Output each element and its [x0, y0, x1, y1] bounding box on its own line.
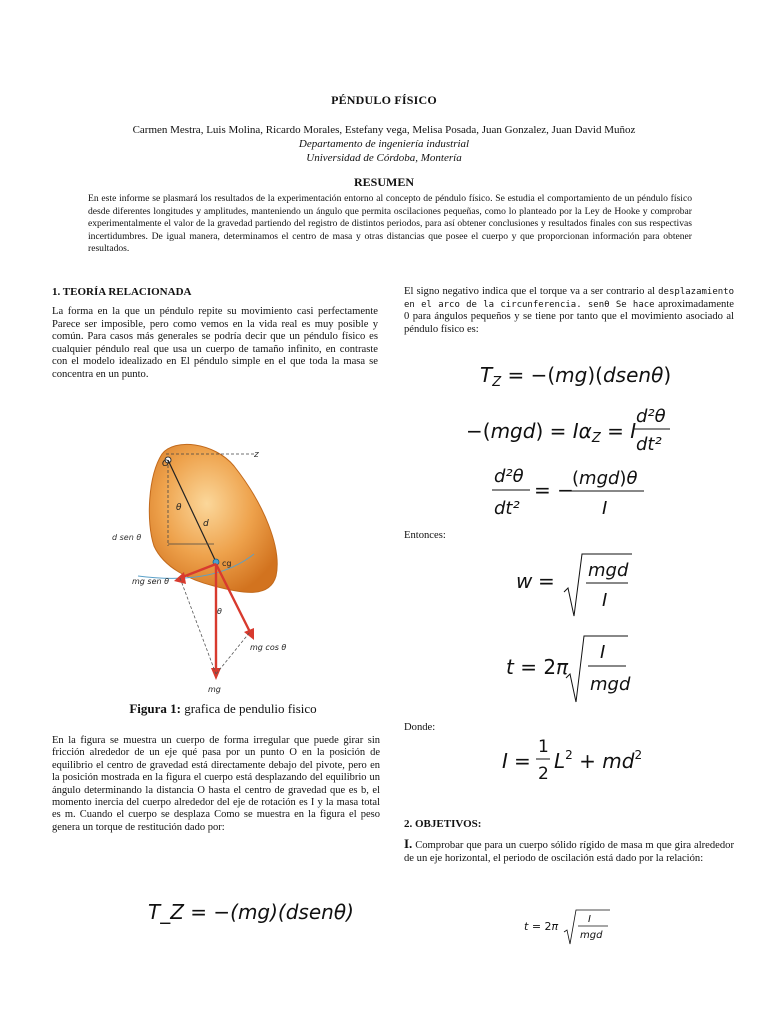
equation-period [504, 628, 644, 708]
svg-text:I: I [602, 498, 608, 519]
svg-text:d²θ: d²θ [636, 406, 666, 427]
svg-text:I: I [588, 914, 591, 925]
label-o: O [162, 459, 170, 469]
label-cg: cg [222, 559, 232, 568]
paper-title: PÉNDULO FÍSICO [331, 93, 437, 107]
objective-1: I. Comprobar que para un cuerpo sólido rígido de masa m que gira alrededor de un eje horizontal, el periodo de oscilación está dado por la relación: [404, 836, 734, 864]
equation-period-small [522, 906, 622, 946]
equation-inertia [500, 732, 650, 788]
objective-number: I. [404, 836, 413, 851]
abstract-heading: RESUMEN [353, 175, 414, 189]
svg-text:I: I [600, 642, 606, 663]
svg-text:d²θ: d²θ [494, 466, 524, 487]
svg-text:t = 2π: t = 2π [506, 655, 569, 679]
svg-text:mgd: mgd [590, 674, 631, 695]
svg-text:−(mgd) = IαZ = I: $-(mgd) = I\alpha_Z = I$ [466, 419, 637, 446]
label-z: z [254, 450, 259, 460]
svg-text:1: 1 [538, 737, 549, 757]
label-d: d [203, 519, 209, 529]
svg-text:w: w [516, 569, 533, 593]
pendulum-figure [104, 436, 384, 698]
svg-text:L2 + md2: $L^2 + md^2$ [554, 748, 643, 773]
section-1-paragraph-2: En la figura se muestra un cuerpo de forma irregular que puede girar sin fricción alrededor de un eje qué pasa por un punto O en la posición de equilibrio el centro de gravedad está directamente debajo del pivote, pero en la posición mostrada en la figura el cuerpo está desplazando del equilibrio un ángulo determinando la distancia O hasta el centro de gravedad que es b, el momento inercia del cuerpo alrededor del eje de rotación es I y la masa total es m. Cuando el cuerpo se desplaza Como se muestra en la figura el peso genera un torque de restitución dado por: [52, 735, 380, 833]
eq-torque-left-text: T_Z = −(mg)(dsenθ) [148, 900, 354, 924]
label-dsen: d sen θ [112, 533, 142, 542]
svg-text:mgd: mgd [580, 930, 603, 941]
abstract-text: En este informe se plasmará los resultados de la experimentación entorno al concepto de péndulo físico. Se estudia el comportamiento de un péndulo físico desde diferentes longitudes y amplitudes, manteniendo un ángulo que permita oscilaciones pequeñas, como lo planteado por la Ley de Hooke y comprobar experimentalmente el valor de la gravedad partiendo del registro de distintos periodos, para así obtener conclusiones y resultados finales con sus respectivas incertidumbres. De igual manera, determinamos el centro de masa y otras distancias que posee el cuerpo y que proporcionan información para obtener resultados. [88, 193, 692, 255]
svg-text:=: = [538, 569, 555, 593]
donde-label: Donde: [404, 722, 436, 733]
entonces-label: Entonces: [404, 530, 446, 541]
svg-text:t = 2π: t = 2π [524, 920, 559, 933]
department: Departamento de ingeniería industrial [298, 138, 470, 150]
author-list: Carmen Mestra, Luis Molina, Ricardo Morales, Estefany vega, Melisa Posada, Juan Gonzalez, Juan David Muñoz [132, 124, 636, 136]
caption-text: grafica de pendulio fisico [180, 701, 317, 716]
svg-text:2: 2 [538, 764, 549, 784]
svg-text:(mgd)θ: (mgd)θ [572, 468, 638, 489]
svg-text:I: I [502, 749, 508, 773]
svg-text:=: = [514, 749, 531, 773]
label-mgcos: mg cos θ [250, 643, 287, 652]
equation-torque [478, 356, 678, 390]
svg-text:= −: = − [534, 478, 574, 502]
section-1-paragraph: La forma en la que un péndulo repite su movimiento casi perfectamente Parece ser imposible, pero como vemos en la vida real es muy posible y común. Para casos más generales se podría decir que un péndulo físico es cualquier péndulo real que usa un cuerpo de tamaño infinito, en contraste con el modelo idealizado en El péndulo simple en el que toda la masa se concentra en un punto. [52, 306, 378, 380]
caption-label: Figura 1: [129, 701, 181, 716]
svg-text:I: I [602, 590, 608, 611]
svg-text:TZ = −(mg)(dsenθ): $T_Z$ = −(mg)(dsenθ) [480, 363, 672, 390]
university: Universidad de Córdoba, Montería [306, 152, 462, 164]
label-mgsen: mg sen θ [132, 577, 170, 586]
right-paragraph-1: El signo negativo indica que el torque va a ser contrario al desplazamiento en el arco de la circunferencia. senθ Se hace aproximadamente 0 para ángulos pequeños y se tiene por tanto que el movimiento asociado al péndulo físico es: [404, 286, 734, 335]
label-theta: θ [176, 503, 182, 513]
equation-omega [514, 548, 644, 622]
equation-torque-left [146, 894, 354, 928]
label-theta-2: θ [217, 607, 222, 616]
section-1-heading: 1. TEORÍA RELACIONADA [52, 286, 192, 298]
figure-caption [108, 701, 338, 717]
section-2-heading: 2. OBJETIVOS: [404, 818, 482, 830]
svg-text:mgd: mgd [588, 560, 629, 581]
equation-differential [492, 460, 672, 520]
label-mg: mg [208, 685, 221, 694]
monospace-fragment: desplazamiento en el arco de la circunferencia. senθ Se hace [404, 287, 734, 310]
svg-text:dt²: dt² [636, 434, 662, 455]
equation-angular-accel [464, 398, 684, 454]
svg-text:dt²: dt² [494, 498, 520, 519]
